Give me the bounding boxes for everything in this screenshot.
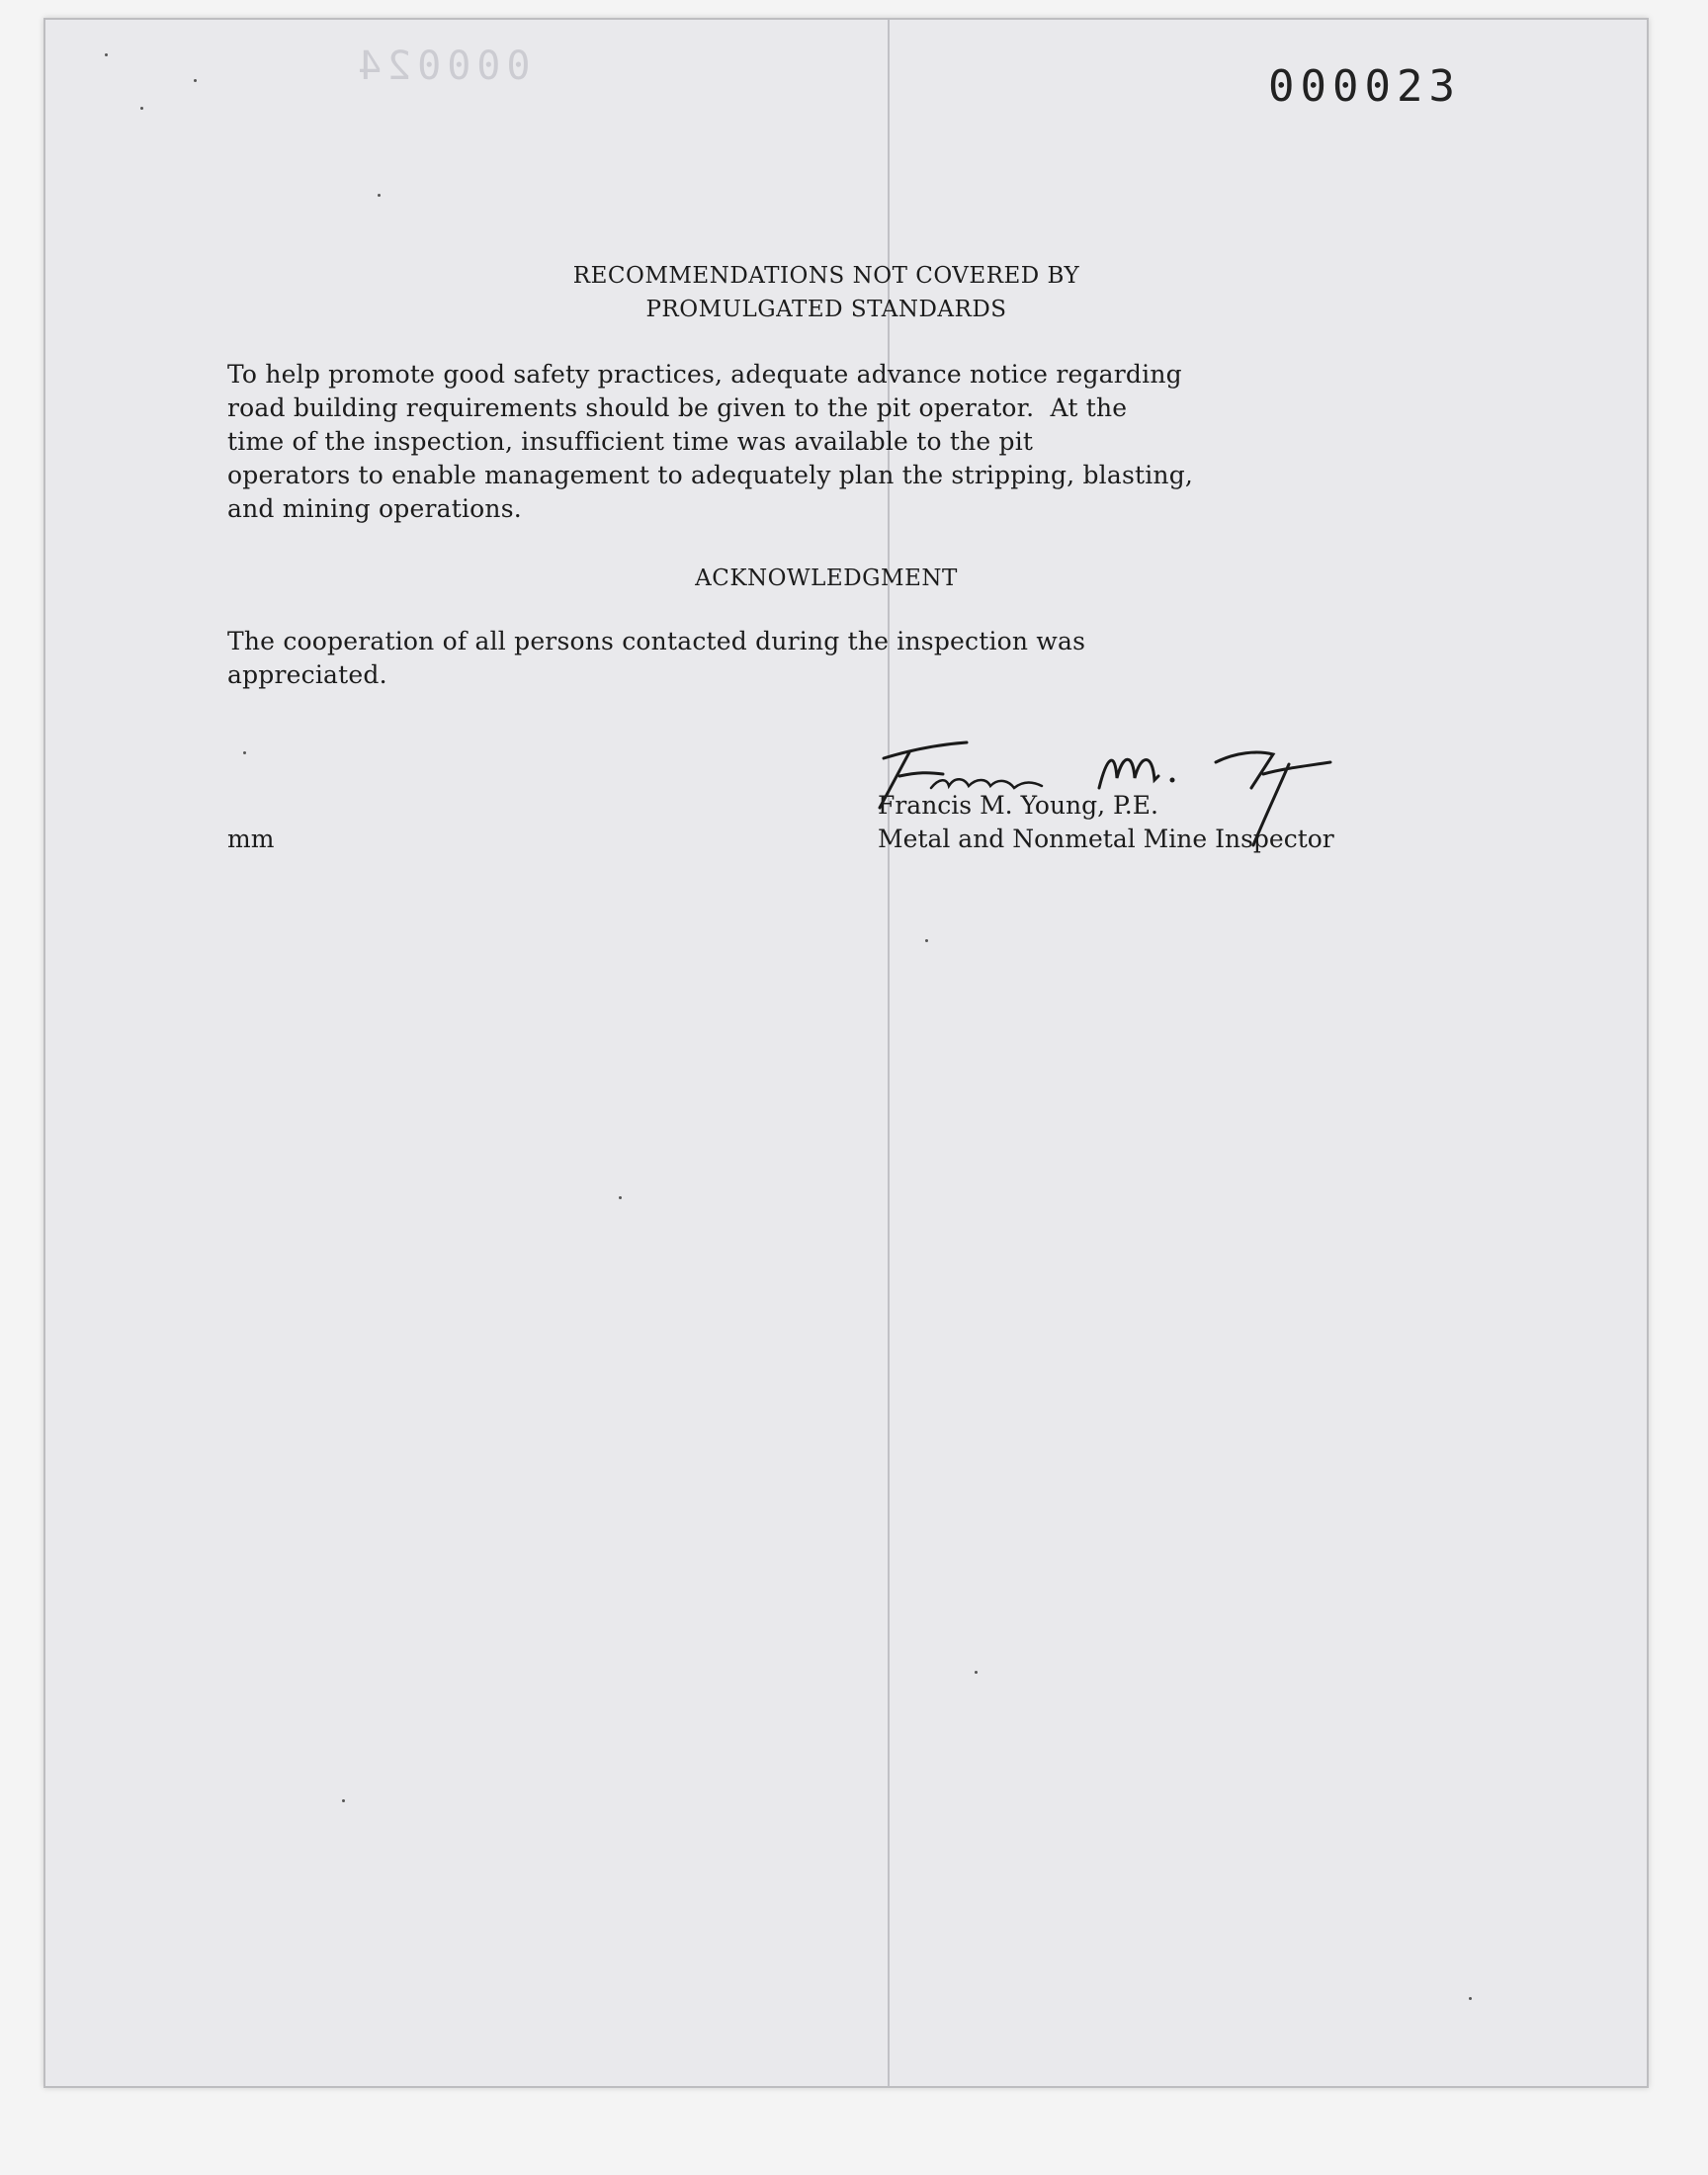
scan-speck xyxy=(342,1799,345,1802)
scan-speck xyxy=(140,107,143,110)
scan-speck xyxy=(194,79,197,82)
scan-speck xyxy=(105,53,108,56)
document-page xyxy=(43,18,1649,2088)
signer-name: Francis M. Young, P.E. xyxy=(878,791,1158,820)
fold-line xyxy=(888,20,890,2086)
bleed-through-page-number: 000024 xyxy=(352,44,531,89)
acknowledgment-paragraph: The cooperation of all persons contacted during the inspection was appreciated. xyxy=(227,627,1086,689)
scan-speck xyxy=(619,1196,622,1199)
scan-speck xyxy=(975,1671,978,1674)
scan-speck xyxy=(925,939,928,942)
signer-title: Metal and Nonmetal Mine Inspector xyxy=(878,825,1334,853)
typist-initials: mm xyxy=(227,825,275,853)
recommendations-paragraph: To help promote good safety practices, adequate advance notice regarding road building requirements should be given to the pit operator. At the time of the inspection, insufficient time was available to the pit operators to enable management to adequately plan the stripping, blasting, and mining operations. xyxy=(227,360,1194,523)
recommendations-heading-line1: RECOMMENDATIONS NOT COVERED BY xyxy=(572,263,1080,289)
acknowledgment-heading: ACKNOWLEDGMENT xyxy=(695,566,958,591)
scan-speck xyxy=(1469,1997,1472,2000)
page-number-stamp: 000023 xyxy=(1268,61,1461,112)
recommendations-heading-line2: PROMULGATED STANDARDS xyxy=(645,297,1007,322)
scan-speck xyxy=(243,751,246,754)
signature-text: Francis M. Young xyxy=(870,717,879,718)
scan-speck xyxy=(378,194,381,197)
signature-block xyxy=(878,789,1334,856)
